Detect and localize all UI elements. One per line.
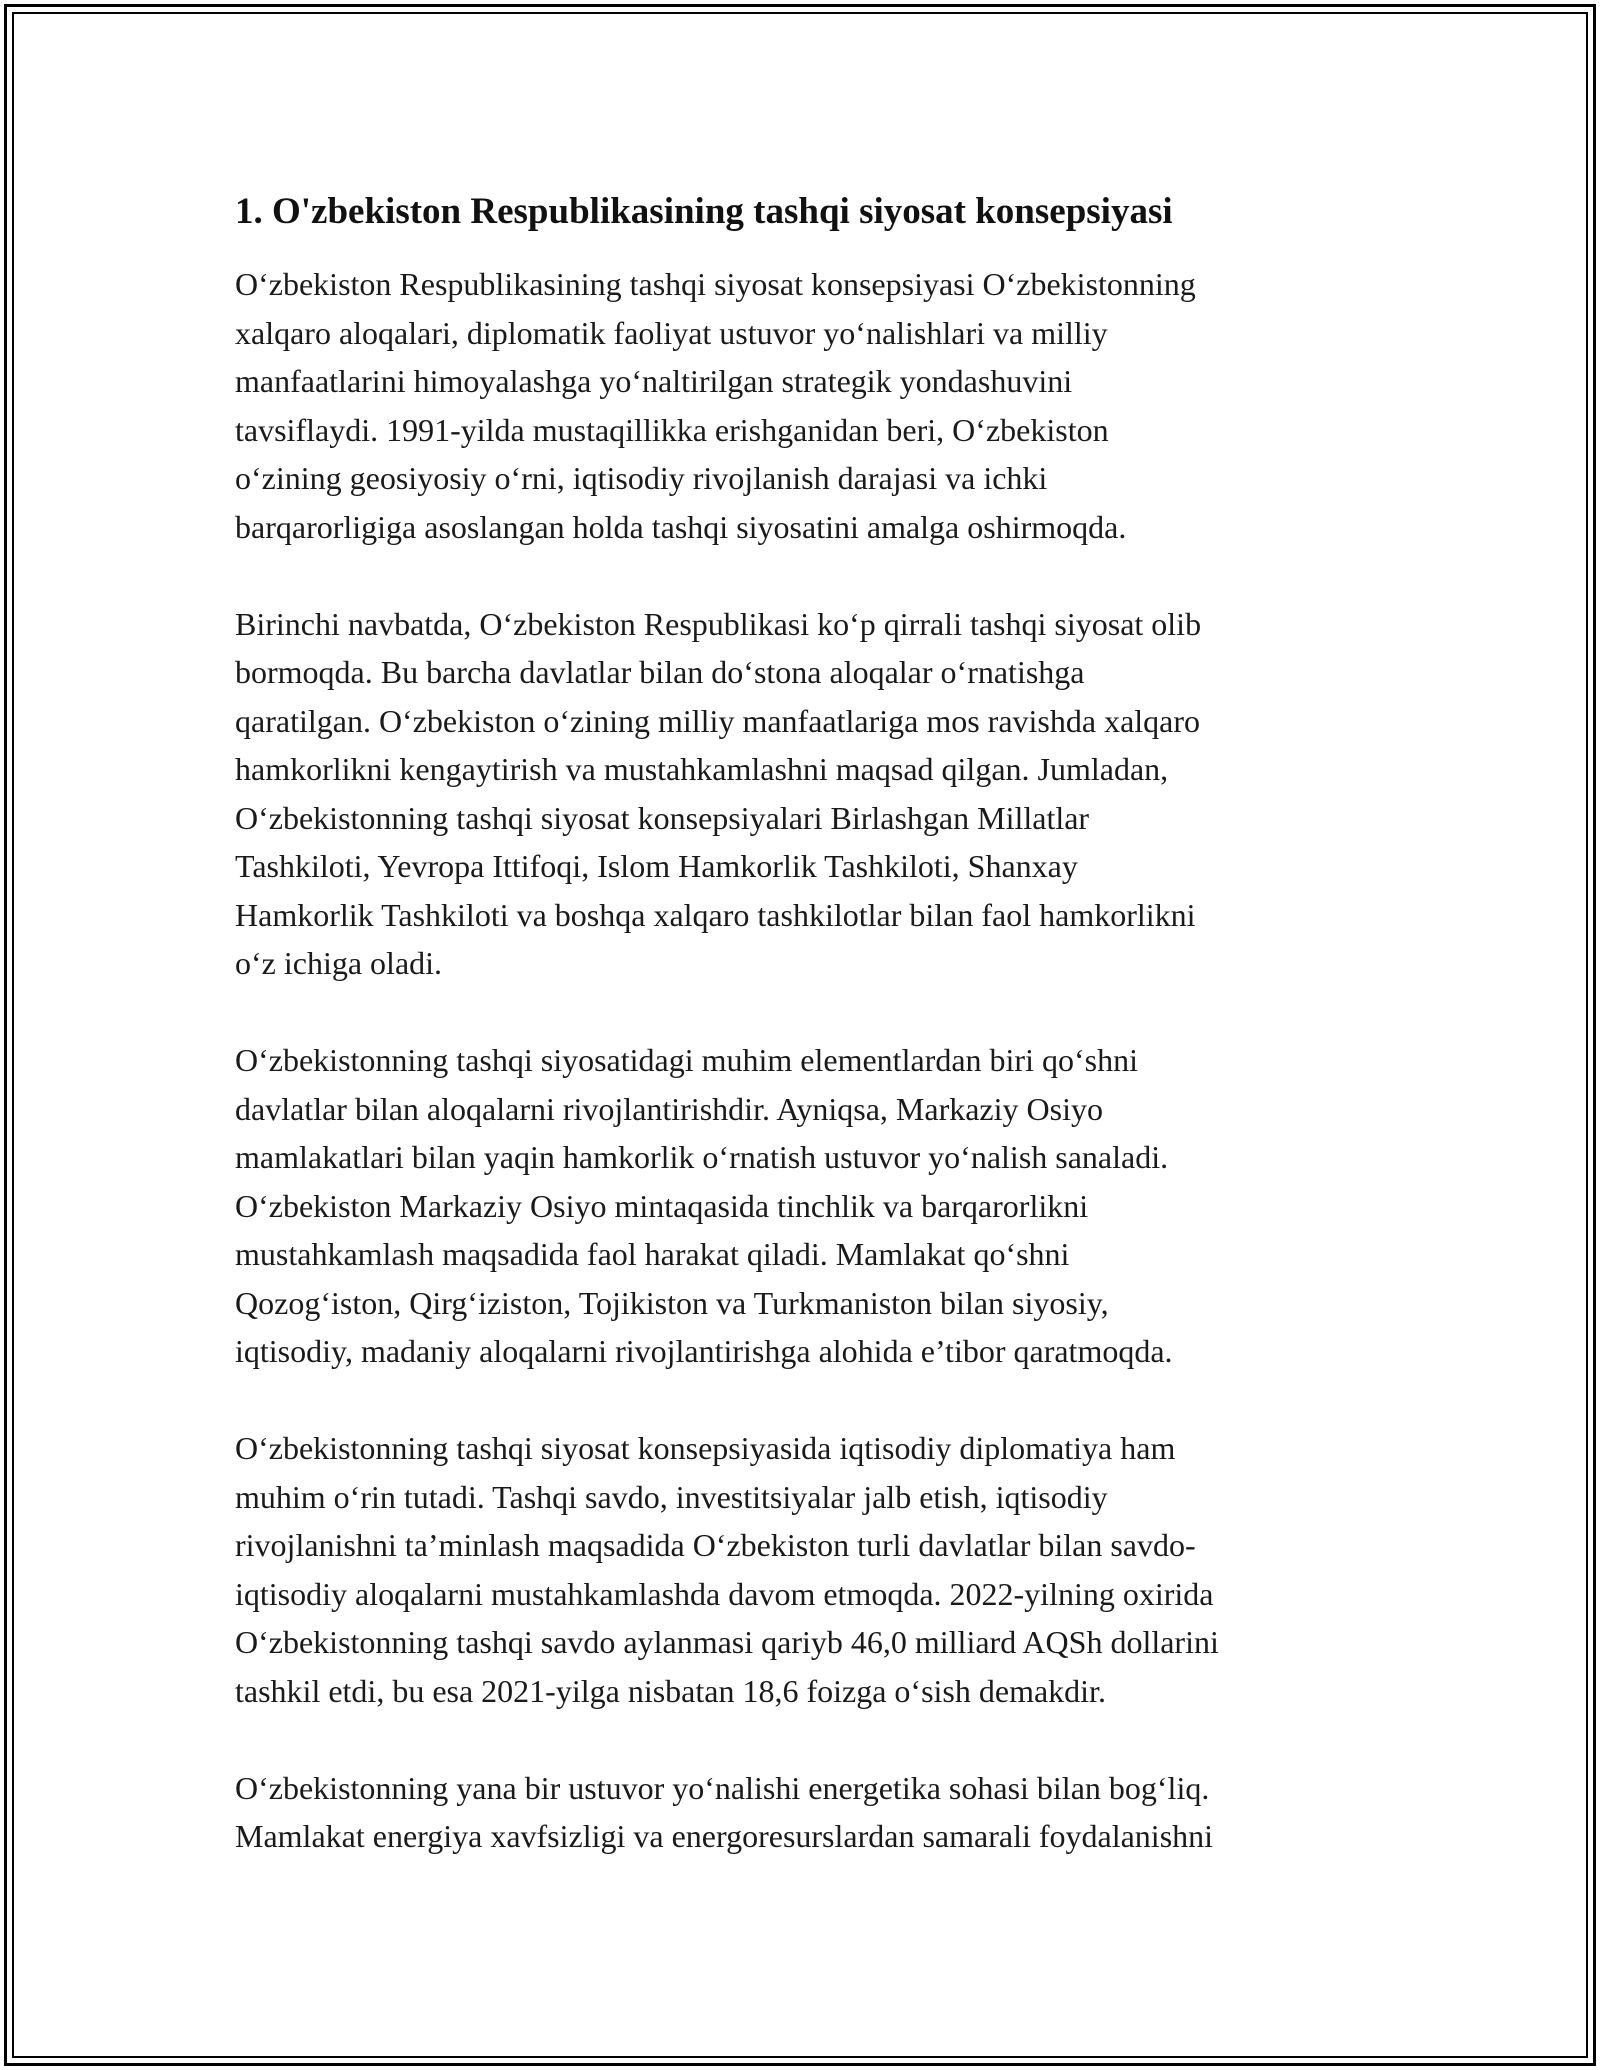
paragraph	[235, 600, 1375, 988]
paragraph-line: Tashkiloti, Yevropa Ittifoqi, Islom Hamkorlik Tashkiloti, Shanxay	[235, 848, 1078, 884]
paragraph-line: mamlakatlari bilan yaqin hamkorlik o‘rnatish ustuvor yo‘nalish sanaladi.	[235, 1139, 1169, 1175]
paragraph-line: iqtisodiy aloqalarni mustahkamlashda davom etmoqda. 2022-yilning oxirida	[235, 1575, 1214, 1612]
paragraph-line: tashkil etdi, bu esa 2021-yilga nisbatan 18,6 foizga o‘sish demakdir.	[235, 1672, 1106, 1709]
paragraph-line: Birinchi navbatda, O‘zbekiston Respublikasi ko‘p qirrali tashqi siyosat olib	[235, 605, 1202, 642]
paragraph-line: Hamkorlik Tashkiloti va boshqa xalqaro tashkilotlar bilan faol hamkorlikni	[235, 896, 1196, 933]
document-content	[235, 188, 1375, 1909]
paragraph-line: barqarorligiga asoslangan holda tashqi siyosatini amalga oshirmoqda.	[235, 508, 1127, 545]
paragraph-line: rivojlanishni ta’minlash maqsadida O‘zbekiston turli davlatlar bilan savdo-	[235, 1527, 1196, 1563]
document-body	[235, 260, 1375, 1861]
paragraph	[235, 1424, 1375, 1715]
paragraph-line: O‘zbekiston Markaziy Osiyo mintaqasida tinchlik va barqarorlikni	[235, 1187, 1089, 1224]
paragraph-line: mustahkamlash maqsadida faol harakat qiladi. Mamlakat qo‘shni	[235, 1236, 1070, 1272]
paragraph-line: iqtisodiy, madaniy aloqalarni rivojlantirishga alohida e’tibor qaratmoqda.	[235, 1333, 1173, 1369]
paragraph-line: xalqaro aloqalari, diplomatik faoliyat ustuvor yo‘nalishlari va milliy	[235, 314, 1108, 351]
paragraph-line: muhim o‘rin tutadi. Tashqi savdo, investitsiyalar jalb etish, iqtisodiy	[235, 1478, 1108, 1515]
paragraph-line: O‘zbekiston Respublikasining tashqi siyosat konsepsiyasi O‘zbekistonning	[235, 266, 1196, 302]
paragraph-line: O‘zbekistonning tashqi siyosat konsepsiyalari Birlashgan Millatlar	[235, 799, 1090, 836]
paragraph-line: O‘zbekistonning tashqi savdo aylanmasi qariyb 46,0 milliard AQSh dollarini	[235, 1624, 1219, 1660]
paragraph-line: hamkorlikni kengaytirish va mustahkamlashni maqsad qilgan. Jumladan,	[235, 751, 1169, 787]
paragraph-line: o‘zining geosiyosiy o‘rni, iqtisodiy rivojlanish darajasi va ichki	[235, 460, 1048, 496]
paragraph-line: O‘zbekistonning yana bir ustuvor yo‘nalishi energetika sohasi bilan bog‘liq.	[235, 1769, 1210, 1806]
paragraph	[235, 1036, 1375, 1376]
paragraph-line: O‘zbekistonning tashqi siyosatidagi muhim elementlardan biri qo‘shni	[235, 1042, 1138, 1078]
paragraph-line: bormoqda. Bu barcha davlatlar bilan do‘stona aloqalar o‘rnatishga	[235, 654, 1085, 690]
paragraph-line: manfaatlarini himoyalashga yo‘naltirilgan strategik yondashuvini	[235, 363, 1073, 399]
paragraph-line: tavsiflaydi. 1991-yilda mustaqillikka erishganidan beri, O‘zbekiston	[235, 411, 1109, 448]
paragraph-line: Qozog‘iston, Qirg‘iziston, Tojikiston va Turkmaniston bilan siyosiy,	[235, 1284, 1109, 1321]
paragraph	[235, 1764, 1375, 1861]
paragraph-line: O‘zbekistonning tashqi siyosat konsepsiyasida iqtisodiy diplomatiya ham	[235, 1430, 1176, 1466]
paragraph-line: Mamlakat energiya xavfsizligi va energoresurslardan samarali foydalanishni	[235, 1818, 1214, 1854]
paragraph-line: davlatlar bilan aloqalarni rivojlantirishdir. Ayniqsa, Markaziy Osiyo	[235, 1090, 1103, 1127]
paragraph	[235, 260, 1375, 551]
paragraph-line: qaratilgan. O‘zbekiston o‘zining milliy manfaatlariga mos ravishda xalqaro	[235, 702, 1201, 739]
document-title: 1. O'zbekiston Respublikasining tashqi siyosat konsepsiyasi	[235, 191, 1173, 232]
paragraph-line: o‘z ichiga oladi.	[235, 945, 443, 981]
